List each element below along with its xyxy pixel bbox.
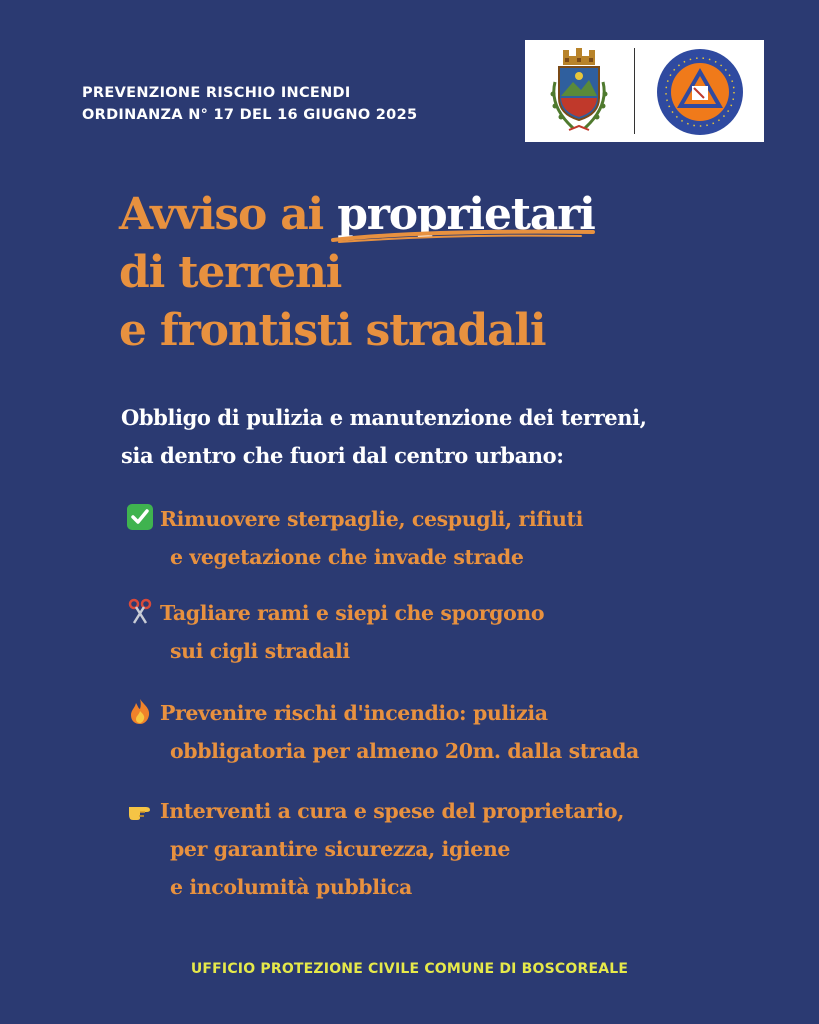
header-text [82, 82, 417, 126]
fire-icon [126, 697, 154, 725]
municipal-crest-icon [543, 46, 615, 136]
footer-text: UFFICIO PROTEZIONE CIVILE COMUNE DI BOSCOREALE [190, 961, 629, 977]
item-3-line-2: obbligatoria per almeno 20m. dalla strada [170, 739, 639, 763]
title-line-2: di terreni [119, 247, 342, 298]
main-title [119, 186, 595, 360]
header-line-1: PREVENZIONE RISCHIO INCENDI [82, 85, 351, 101]
list-item [126, 500, 583, 576]
item-4-line-1: Interventi a cura e spese del proprietario, [160, 799, 624, 823]
pointing-hand-icon [126, 795, 154, 823]
check-mark-icon [126, 503, 154, 531]
list-item [126, 694, 639, 770]
protezione-civile-seal-icon [656, 48, 744, 136]
logo-divider [634, 48, 635, 134]
intro-line-2: sia dentro che fuori dal centro urbano: [121, 443, 564, 468]
item-4-line-3: e incolumità pubblica [170, 875, 412, 899]
intro-line-1: Obbligo di pulizia e manutenzione dei terreni, [121, 405, 647, 430]
brush-underline-icon [331, 228, 601, 248]
intro-text [121, 399, 647, 475]
item-1-line-1: Rimuovere sterpaglie, cespugli, rifiuti [160, 507, 583, 531]
item-4-line-2: per garantire sicurezza, igiene [170, 837, 511, 861]
logo-panel [525, 40, 764, 142]
scissors-icon [126, 597, 154, 625]
header-line-2: ORDINANZA N° 17 DEL 16 GIUGNO 2025 [82, 107, 418, 123]
list-item [126, 792, 624, 906]
list-item [126, 594, 544, 670]
title-highlight [337, 186, 594, 244]
item-3-line-1: Prevenire rischi d'incendio: pulizia [160, 701, 548, 725]
title-line-1 [119, 186, 595, 244]
item-2-line-1: Tagliare rami e siepi che sporgono [160, 601, 545, 625]
title-part-1: Avviso ai [119, 189, 338, 240]
item-2-line-2: sui cigli stradali [170, 639, 350, 663]
title-highlight-text: proprietari [337, 189, 595, 240]
title-line-3: e frontisti stradali [119, 305, 546, 356]
item-1-line-2: e vegetazione che invade strade [170, 545, 524, 569]
